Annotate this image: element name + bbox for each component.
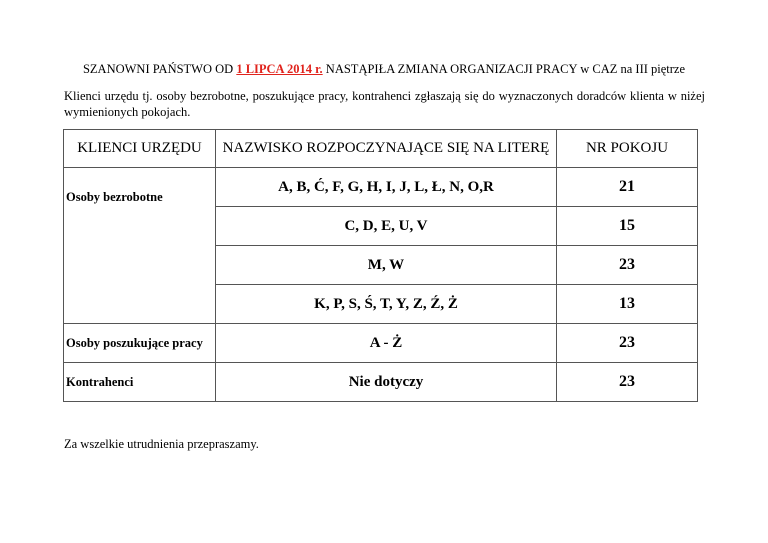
room-cell: 23 (557, 246, 698, 285)
category-contractors: Kontrahenci (64, 363, 216, 402)
table-row (64, 363, 698, 402)
header-surname-letter: NAZWISKO ROZPOCZYNAJĄCE SIĘ NA LITERĘ (216, 130, 557, 168)
letters-cell: K, P, S, Ś, T, Y, Z, Ź, Ż (216, 285, 557, 324)
category-job-seekers: Osoby poszukujące pracy (64, 324, 216, 363)
header-clients: KLIENCI URZĘDU (64, 130, 216, 168)
letters-cell: C, D, E, U, V (216, 207, 557, 246)
room-cell: 23 (557, 324, 698, 363)
headline (0, 62, 768, 77)
table-row (64, 168, 698, 207)
room-cell: 21 (557, 168, 698, 207)
table-row (64, 324, 698, 363)
room-cell: 13 (557, 285, 698, 324)
category-label: Osoby bezrobotne (66, 190, 163, 204)
letters-cell: A - Ż (216, 324, 557, 363)
headline-date: 1 LIPCA 2014 r. (236, 62, 323, 76)
headline-rest: NASTĄPIŁA ZMIANA ORGANIZACJI PRACY w CAZ na III piętrze (322, 62, 686, 76)
letters-cell: M, W (216, 246, 557, 285)
table-header-row (64, 130, 698, 168)
header-room-number: NR POKOJU (557, 130, 698, 168)
room-cell: 15 (557, 207, 698, 246)
intro-paragraph: Klienci urzędu tj. osoby bezrobotne, poszukujące pracy, kontrahenci zgłaszają się do wyznaczonych doradców klienta w niżej wymienionych pokojach. (64, 89, 705, 119)
apology-footer: Za wszelkie utrudnienia przepraszamy. (64, 437, 259, 451)
room-cell: 23 (557, 363, 698, 402)
category-unemployed (64, 168, 216, 324)
letters-cell: Nie dotyczy (216, 363, 557, 402)
room-assignment-table (63, 129, 698, 402)
letters-cell: A, B, Ć, F, G, H, I, J, L, Ł, N, O,R (216, 168, 557, 207)
headline-lead: SZANOWNI PAŃSTWO OD (82, 62, 237, 76)
